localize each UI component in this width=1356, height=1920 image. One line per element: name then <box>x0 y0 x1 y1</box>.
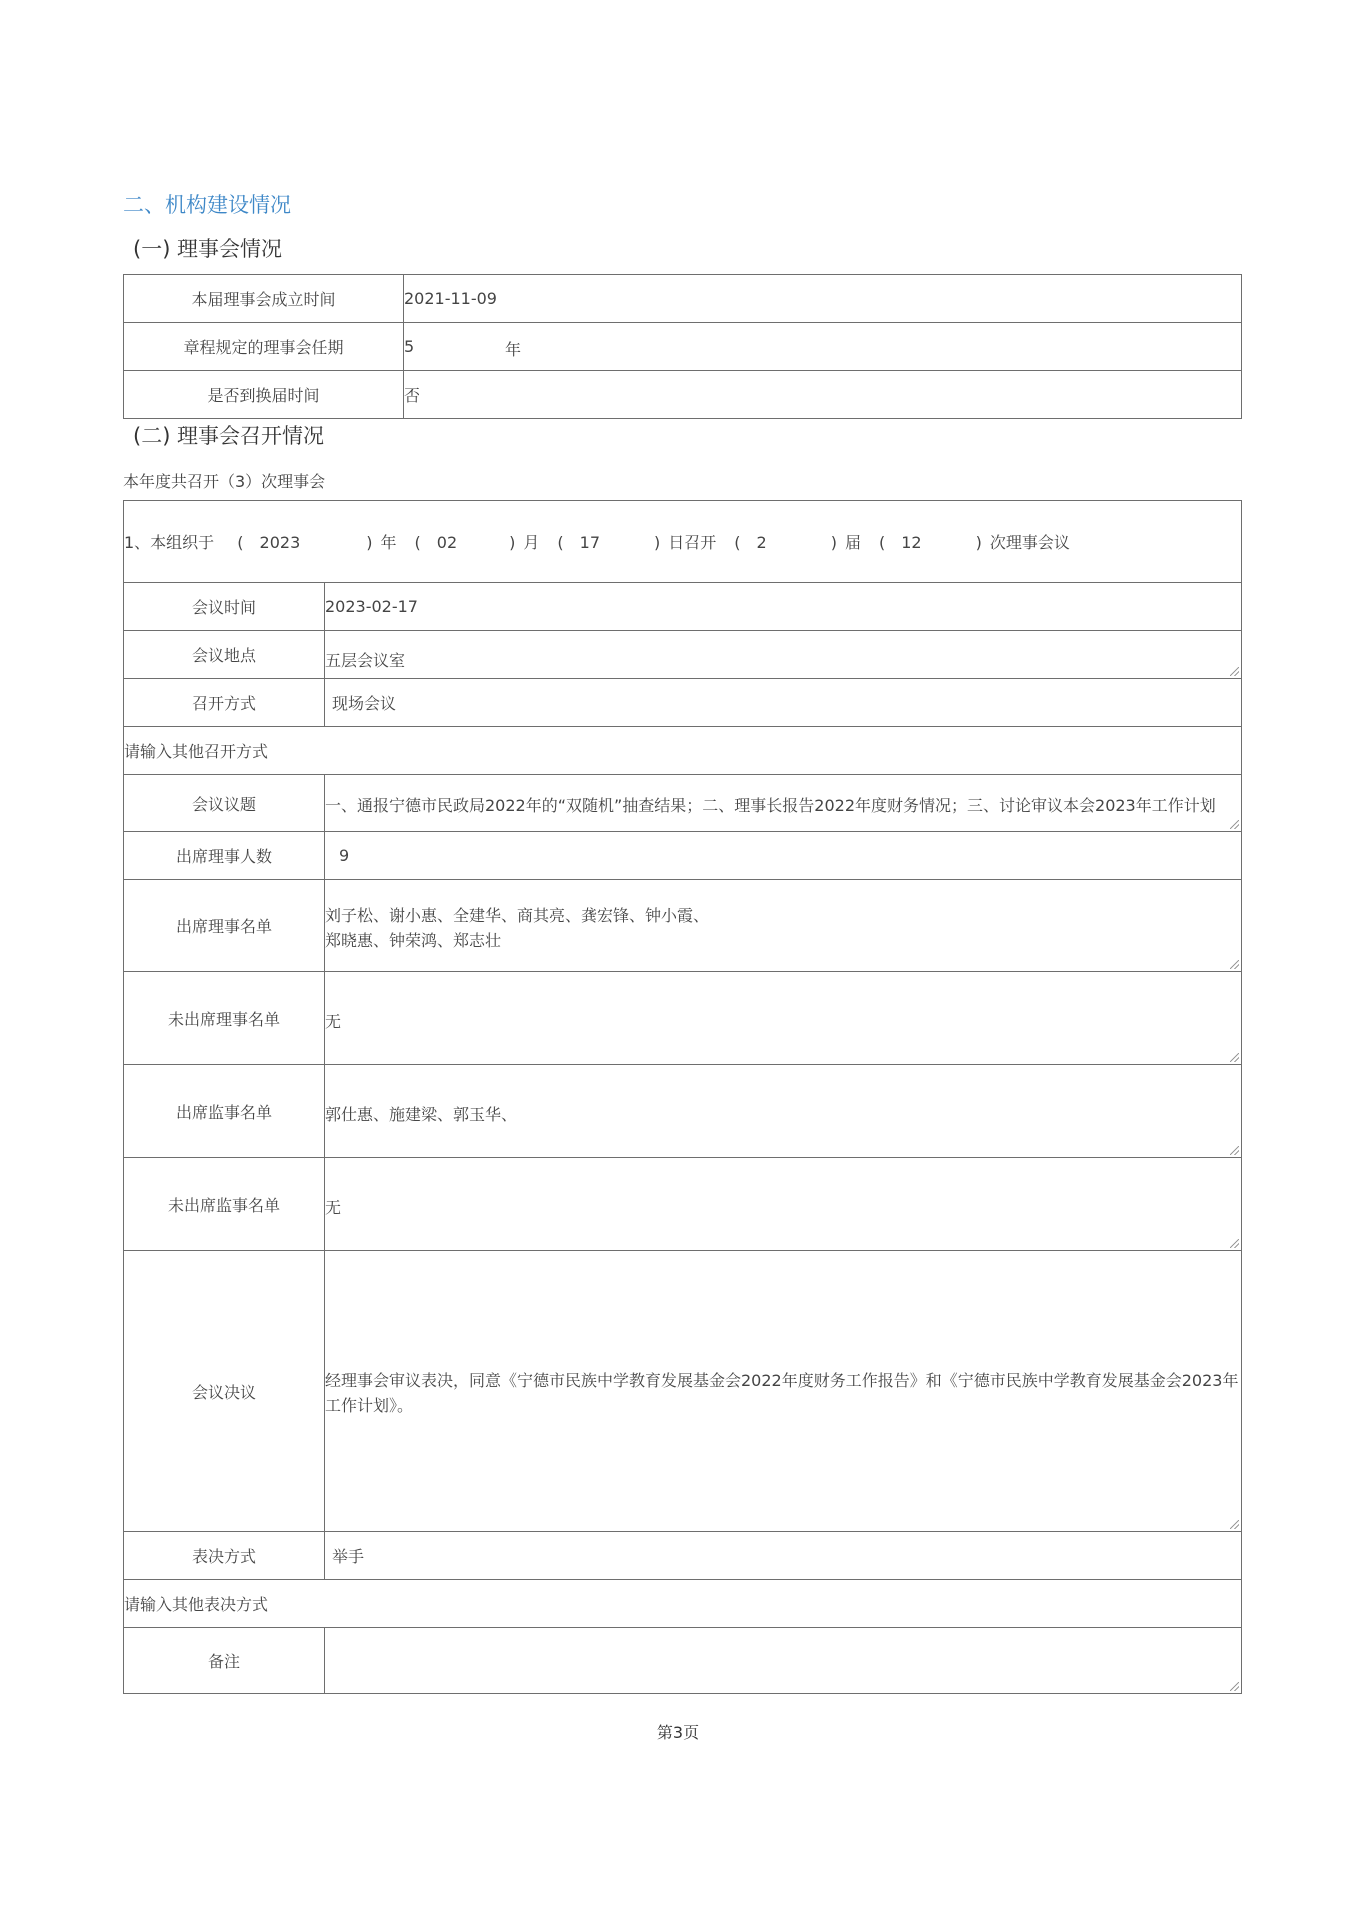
header-month-label: 月 <box>523 533 540 552</box>
meeting-session-field[interactable]: 2 <box>756 533 767 552</box>
meeting-time-field[interactable]: 2023-02-17 <box>325 583 1242 631</box>
resize-handle-icon[interactable] <box>1230 960 1239 969</box>
table-row <box>124 1628 1242 1694</box>
table-row <box>124 631 1242 679</box>
table-row <box>124 972 1242 1065</box>
header-day-label: 日召开 <box>668 533 717 552</box>
board-info-table <box>123 274 1242 419</box>
table-row <box>124 880 1242 972</box>
header-session-label: 届 <box>844 533 861 552</box>
table-row <box>124 679 1242 727</box>
resize-handle-icon[interactable] <box>1230 820 1239 829</box>
absentees-label: 未出席理事名单 <box>124 972 325 1065</box>
term-length-label: 章程规定的理事会任期 <box>124 323 404 371</box>
supervisors-label: 出席监事名单 <box>124 1065 325 1158</box>
meeting-place-label: 会议地点 <box>124 631 325 679</box>
absent-supervisors-value: 无 <box>325 1197 342 1217</box>
term-start-label: 本届理事会成立时间 <box>124 275 404 323</box>
header-year-label: 年 <box>380 533 397 552</box>
resize-handle-icon[interactable] <box>1230 1053 1239 1062</box>
other-vote-input[interactable]: 请输入其他表决方式 <box>124 1580 1242 1628</box>
resize-handle-icon[interactable] <box>1230 1520 1239 1529</box>
term-length-unit: 年 <box>505 340 522 359</box>
meeting-table <box>123 500 1242 1694</box>
table-row <box>124 1158 1242 1251</box>
table-row <box>124 583 1242 631</box>
table-row <box>124 1065 1242 1158</box>
supervisors-textarea[interactable] <box>325 1065 1242 1158</box>
meeting-topic-textarea[interactable] <box>325 775 1242 832</box>
resolution-textarea[interactable] <box>325 1251 1242 1532</box>
vote-method-select[interactable]: 举手 <box>325 1532 1242 1580</box>
meeting-header: 1、本组织于 ( 2023 ) 年 ( 02 ) 月 ( 17 ) 日召开 ( 2 ) 届 ( 12 ) 次理事会议 <box>124 501 1242 583</box>
meeting-count-field[interactable]: 12 <box>901 533 922 552</box>
resize-handle-icon[interactable] <box>1230 1146 1239 1155</box>
absent-supervisors-textarea[interactable] <box>325 1158 1242 1251</box>
table-row <box>124 727 1242 775</box>
meeting-day-field[interactable]: 17 <box>579 533 600 552</box>
attendees-value: 刘子松、谢小惠、全建华、商其亮、龚宏锋、钟小霞、 郑晓惠、钟荣鸿、郑志壮 <box>325 905 710 950</box>
absentees-textarea[interactable] <box>325 972 1242 1065</box>
section-title: 二、机构建设情况 <box>123 193 291 217</box>
resize-handle-icon[interactable] <box>1230 1239 1239 1248</box>
absent-supervisors-label: 未出席监事名单 <box>124 1158 325 1251</box>
remark-textarea[interactable] <box>325 1628 1242 1694</box>
meeting-topic-label: 会议议题 <box>124 775 325 832</box>
resize-handle-icon[interactable] <box>1230 1682 1239 1691</box>
other-method-input[interactable]: 请输入其他召开方式 <box>124 727 1242 775</box>
meeting-time-label: 会议时间 <box>124 583 325 631</box>
table-row <box>124 1251 1242 1532</box>
table-row <box>124 832 1242 880</box>
attendees-textarea[interactable] <box>325 880 1242 972</box>
meeting-method-select[interactable]: 现场会议 <box>325 679 1242 727</box>
meeting-method-label: 召开方式 <box>124 679 325 727</box>
attendee-count-field[interactable]: 9 <box>325 832 1242 880</box>
meeting-topic-value: 一、通报宁德市民政局2022年的“双随机”抽查结果；二、理事长报告2022年度财务情况；三、讨论审议本会2023年工作计划 <box>325 795 1216 815</box>
page-number: 第3页 <box>656 1723 700 1742</box>
table-row <box>124 371 1242 419</box>
table-row <box>124 775 1242 832</box>
meeting-place-value: 五层会议室 <box>325 651 406 670</box>
board-info-subtitle: (一) 理事会情况 <box>133 237 283 261</box>
absentees-value: 无 <box>325 1011 342 1031</box>
vote-method-label: 表决方式 <box>124 1532 325 1580</box>
term-length-value: 5 <box>404 337 415 356</box>
meeting-place-textarea[interactable] <box>325 631 1242 679</box>
attendees-label: 出席理事名单 <box>124 880 325 972</box>
header-prefix: 1、本组织于 <box>124 533 215 552</box>
header-count-label: 次理事会议 <box>989 533 1070 552</box>
term-start-field[interactable]: 2021-11-09 <box>404 275 1242 323</box>
meeting-year-field[interactable]: 2023 <box>259 533 301 552</box>
meeting-month-field[interactable]: 02 <box>436 533 458 552</box>
table-row <box>124 501 1242 583</box>
due-change-select[interactable]: 否 <box>404 371 1242 419</box>
table-row <box>124 323 1242 371</box>
resize-handle-icon[interactable] <box>1230 667 1239 676</box>
meetings-subtitle: (二) 理事会召开情况 <box>133 424 325 448</box>
resolution-value: 经理事会审议表决，同意《宁德市民族中学教育发展基金会2022年度财务工作报告》和《宁德市民族中学教育发展基金会2023年工作计划》。 <box>325 1371 1239 1415</box>
table-row <box>124 275 1242 323</box>
meetings-summary: 本年度共召开（3）次理事会 <box>123 472 326 491</box>
resolution-label: 会议决议 <box>124 1251 325 1532</box>
table-row <box>124 1532 1242 1580</box>
term-length-field[interactable] <box>404 323 1242 371</box>
table-row <box>124 1580 1242 1628</box>
attendee-count-label: 出席理事人数 <box>124 832 325 880</box>
due-change-label: 是否到换届时间 <box>124 371 404 419</box>
supervisors-value: 郭仕惠、施建梁、郭玉华、 <box>325 1104 518 1124</box>
remark-label: 备注 <box>124 1628 325 1694</box>
